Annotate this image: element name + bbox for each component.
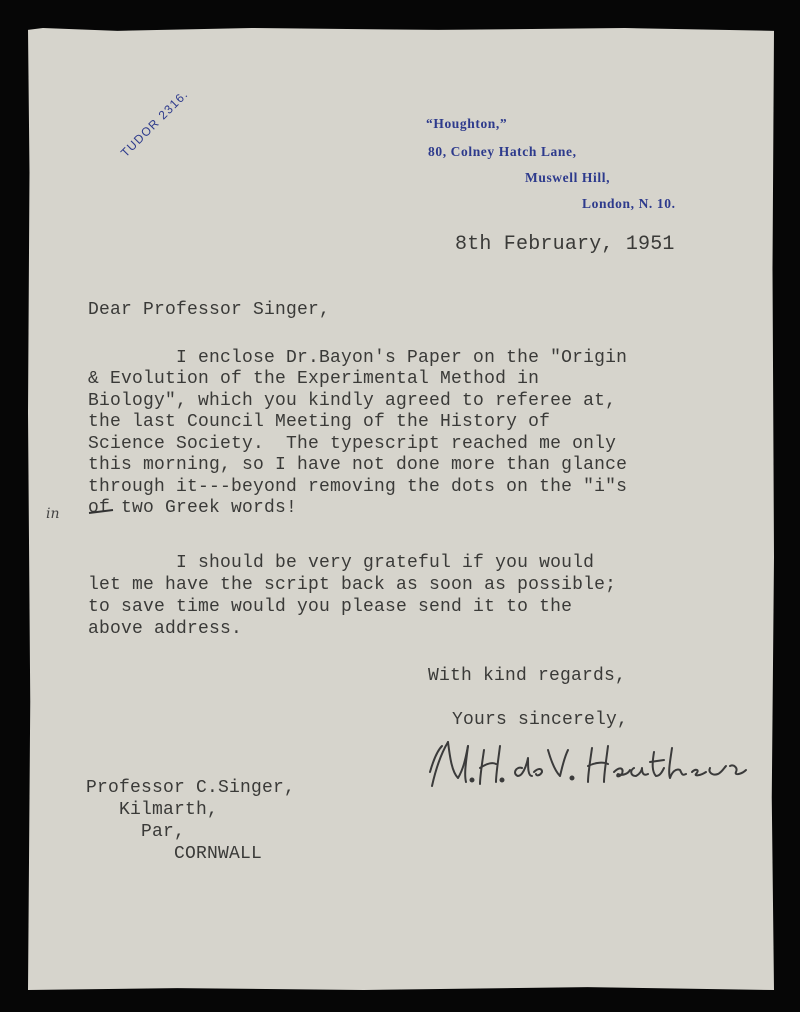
body-line: I enclose Dr.Bayon's Paper on the "Origin	[88, 348, 628, 368]
letter-date: 8th February, 1951	[455, 233, 675, 256]
letterhead-house: “Houghton,”	[426, 116, 508, 131]
handwritten-signature	[424, 728, 764, 798]
body-line: Biology", which you kindly agreed to referee at,	[88, 391, 617, 411]
body-line: let me have the script back as soon as possible;	[88, 575, 617, 595]
letterhead-district: Muswell Hill,	[525, 170, 611, 185]
address-line: Professor C.Singer,	[86, 778, 296, 798]
body-line: I should be very grateful if you would	[88, 553, 595, 573]
body-line: Science Society. The typescript reached me only	[88, 434, 617, 454]
address-line: CORNWALL	[86, 844, 263, 864]
signoff: Yours sincerely,	[452, 710, 629, 730]
address-line: Kilmarth,	[86, 800, 219, 820]
letterhead-street: 80, Colney Hatch Lane,	[428, 144, 577, 159]
margin-correction: in	[46, 506, 60, 522]
letterhead-city: London, N. 10.	[582, 196, 676, 211]
body-line: through it---beyond removing the dots on the "i"s	[88, 477, 628, 497]
body-line: this morning, so I have not done more than glance	[88, 455, 628, 475]
salutation: Dear Professor Singer,	[88, 300, 331, 320]
closing: With kind regards,	[428, 666, 627, 686]
phone-stamp: TUDOR 2316.	[118, 86, 191, 160]
strikethrough-mark	[88, 505, 114, 519]
body-line: to save time would you please send it to the	[88, 597, 573, 617]
address-line: Par,	[86, 822, 186, 842]
body-line: above address.	[88, 619, 243, 639]
body-line: & Evolution of the Experimental Method in	[88, 369, 540, 389]
body-line: the last Council Meeting of the History of	[88, 412, 551, 432]
body-line: of two Greek words!	[88, 498, 298, 518]
